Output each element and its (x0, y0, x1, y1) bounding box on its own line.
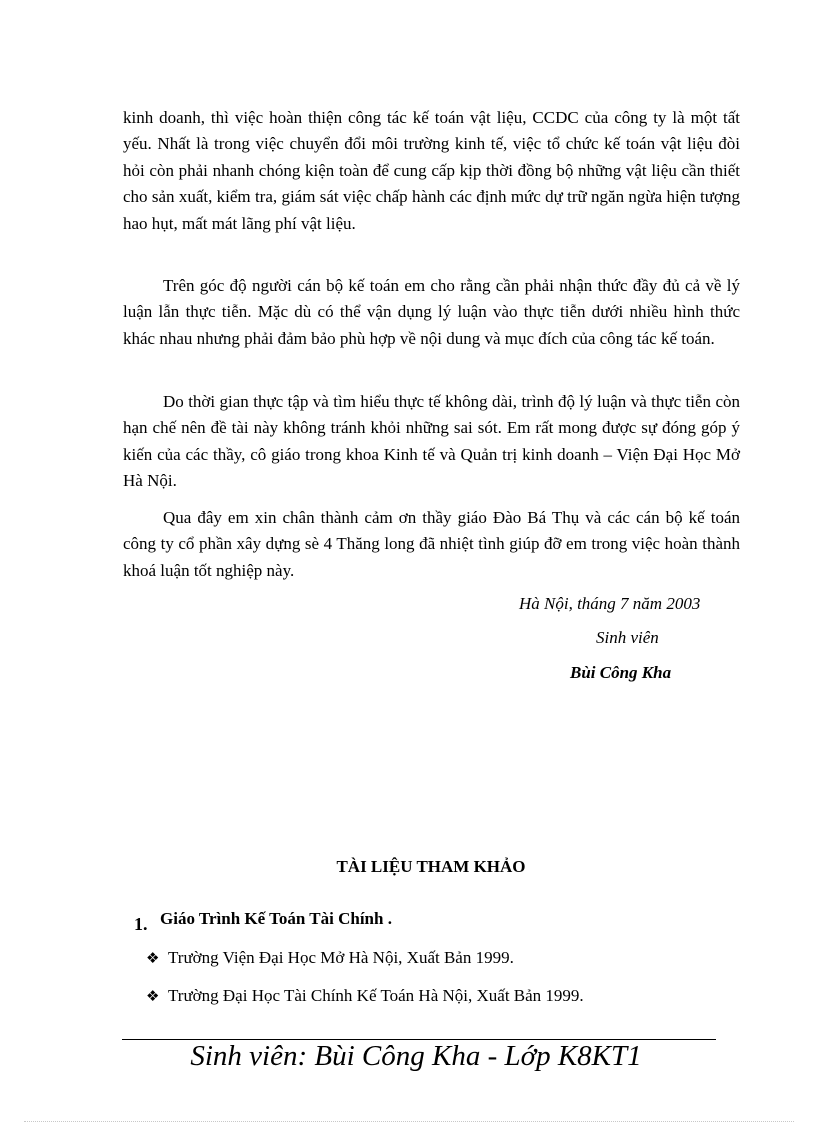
page-bottom-border (24, 1121, 794, 1122)
signature-name: Bùi Công Kha (570, 663, 672, 682)
footer-text: Sinh viên: Bùi Công Kha - Lớp K8KT1 (190, 1040, 642, 1072)
reference-source-text: Trường Đại Học Tài Chính Kế Toán Hà Nội, Xuất Bản 1999. (168, 986, 584, 1005)
references-heading: TÀI LIỆU THAM KHẢO (336, 857, 526, 876)
diamond-bullet-icon: ❖ (146, 987, 160, 1005)
diamond-bullet-icon: ❖ (146, 949, 160, 967)
reference-title: Giáo Trình Kế Toán Tài Chính . (160, 909, 392, 928)
reference-source-item (146, 986, 584, 1006)
reference-number: 1. (134, 914, 148, 934)
reference-source-item (146, 948, 514, 968)
body-paragraph-4: Qua đây em xin chân thành cảm ơn thầy giáo Đào Bá Thụ và các cán bộ kế toán công ty cổ phần xây dựng sè 4 Thăng long đã nhiệt tình giúp đỡ em trong việc hoàn thành khoá luận tốt nghiệp này. (123, 508, 740, 580)
body-paragraph-2: Trên góc độ người cán bộ kế toán em cho rằng cần phải nhận thức đầy đủ cả về lý luận lẫn thực tiễn. Mặc dù có thể vận dụng lý luận vào thực tiễn dưới nhiều hình thức khác nhau nhưng phải đảm bảo phù hợp về nội dung và mục đích của công tác kế toán. (123, 276, 740, 348)
reference-source-text: Trường Viện Đại Học Mở Hà Nội, Xuất Bản 1999. (168, 948, 514, 967)
body-paragraph-1: kinh doanh, thì việc hoàn thiện công tác kế toán vật liệu, CCDC của công ty là một tất yếu. Nhất là trong việc chuyển đổi môi trường kinh tế, việc tổ chức kế toán vật liệu đòi hỏi còn phải nhanh chóng kiện toàn để cung cấp kịp thời đồng bộ những vật liệu cần thiết cho sản xuất, kiểm tra, giám sát việc chấp hành các định mức dự trữ ngăn ngừa hiện tượng hao hụt, mất mát lãng phí vật liệu. (123, 108, 740, 233)
signature-role: Sinh viên (596, 628, 659, 647)
signature-date: Hà Nội, tháng 7 năm 2003 (519, 594, 701, 613)
body-paragraph-3: Do thời gian thực tập và tìm hiểu thực tế không dài, trình độ lý luận và thực tiễn còn hạn chế nên đề tài này không tránh khỏi những sai sót. Em rất mong được sự đóng góp ý kiến của các thầy, cô giáo trong khoa Kinh tế và Quản trị kinh doanh – Viện Đại Học Mở Hà Nội. (123, 392, 740, 491)
